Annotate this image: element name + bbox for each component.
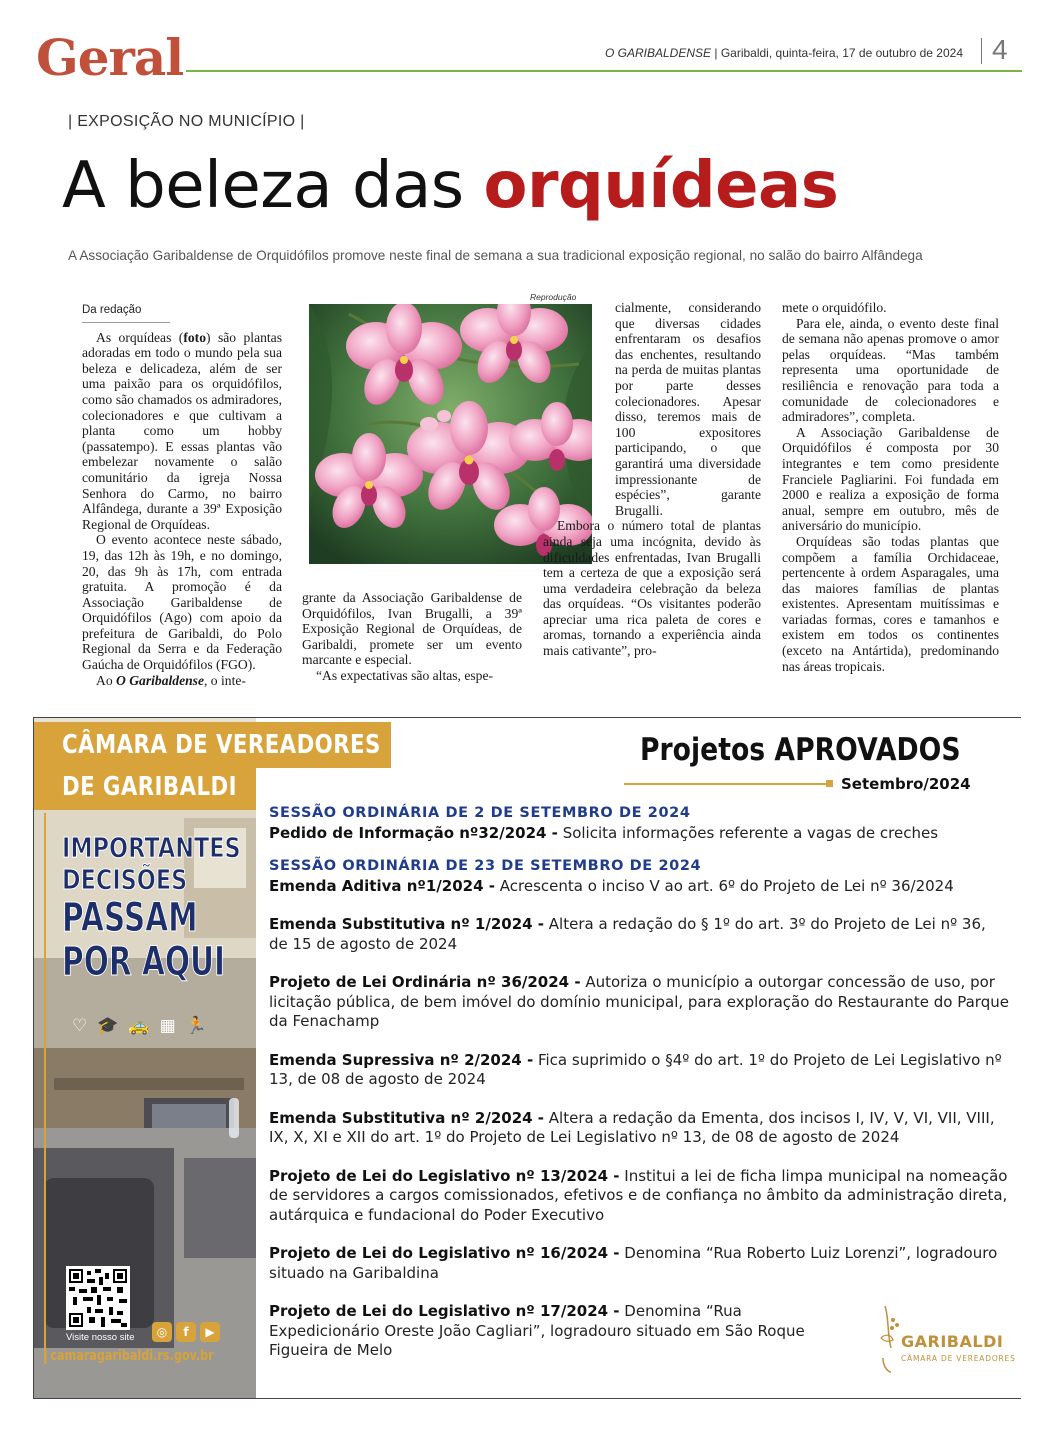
article-column-4 <box>782 300 999 674</box>
page-number: 4 <box>992 34 1008 65</box>
paragraph: mete o orquidófilo. <box>782 300 887 315</box>
newspaper-name: O GARIBALDENSE <box>604 46 712 60</box>
list-item: Emenda Aditiva nº1/2024 - Acrescenta o inciso V ao art. 6º do Projeto de Lei nº 36/2024 <box>269 876 954 895</box>
running-person-icon: 🏃 <box>185 1016 207 1036</box>
paragraph: A Associação Garibaldense de Orquidófilos é composta por 30 integrantes e tem como presidente Franciele Pagliarini. Foi fundada em 2000 e realiza a exposição de forma anual, sempre em outubro, mês de aniversário do município. <box>782 424 999 534</box>
building-icon: ▦ <box>159 1016 176 1036</box>
slogan-line: POR AQUI <box>62 939 226 985</box>
article-column-1 <box>82 303 282 688</box>
social-icons <box>152 1322 220 1342</box>
paragraph: O evento acontece neste sábado, 19, das 12h às 19h, e no domingo, 20, das 9h às 17h, com entrada gratuita. A promoção é da Associação Garibaldense de Orquidófilos (Ago) com apoio da prefeitura de Garibaldi, do Polo Regional da Serra e da Federação Gaúcha de Orquidófilos (FGO). <box>82 532 282 673</box>
council-logo <box>877 1298 1016 1378</box>
session-heading: SESSÃO ORDINÁRIA DE 23 DE SETEMBRO DE 2024 <box>269 858 702 874</box>
banner-line-1: CÂMARA DE VEREADORES <box>62 730 381 760</box>
paragraph: Ao O Garibaldense, o inte- <box>96 672 246 688</box>
list-item: Emenda Substitutiva nº 2/2024 - Altera a redação da Ementa, dos incisos I, IV, V, VI, VII, VIII, IX, X, XI e XII do art. 1º do Projeto de Lei Legislativo nº 13, de 08 de agosto de 2024 <box>269 1108 995 1146</box>
list-item: Pedido de Informação nº32/2024 - Solicita informações referente a vagas de creches <box>269 823 939 842</box>
headline-emphasis: orquídeas <box>483 149 839 223</box>
slogan-line: IMPORTANTES <box>62 831 241 864</box>
council-advertisement <box>33 717 1021 1399</box>
article-kicker: | EXPOSIÇÃO NO MUNICÍPIO | <box>68 113 305 130</box>
page-number-divider <box>981 38 982 64</box>
slogan-line: PASSAM <box>62 895 198 941</box>
qr-label: Visite nosso site <box>66 1332 135 1343</box>
instagram-icon[interactable]: ◎ <box>152 1322 172 1342</box>
slogan-line: DECISÕES <box>62 863 188 896</box>
list-item: Projeto de Lei do Legislativo nº 13/2024 - Institui a lei de ficha limpa municipal na nomeação de servidores a cargos comissionados, efetivos e de confiança no âmbito da administração direta, autárquica e fundacional do Poder Executivo <box>269 1166 1008 1224</box>
article-column-3 <box>543 300 761 659</box>
article-headline <box>62 146 838 226</box>
header-dateline <box>605 46 963 60</box>
headline-regular: A beleza das <box>62 149 484 223</box>
paragraph: cialmente, considerando que diversas cidades enfrentaram os desafios das enchentes, resultando na perda de muitas plantas por parte desses colecionadores. Apesar disso, teremos mais de 100 expositores participando, o que garantirá uma diversidade impressionante de espécies”, garante Brugalli. <box>615 300 761 518</box>
newspaper-mention: O Garibaldense <box>116 672 204 688</box>
website-link[interactable]: camaragaribaldi.rs.gov.br <box>44 1348 214 1364</box>
approved-projects-list <box>269 804 1009 1380</box>
taxi-icon: 🚕 <box>128 1016 150 1036</box>
list-item: Emenda Substitutiva nº 1/2024 - Altera a redação do § 1º do art. 3º do Projeto de Lei nº 36, de 15 de agosto de 2024 <box>269 915 986 953</box>
youtube-icon[interactable]: ▶ <box>200 1322 220 1342</box>
list-item: Emenda Supressiva nº 2/2024 - Fica suprimido o §4º do art. 1º do Projeto de Lei Legislativo nº 13, de 08 de agosto de 2024 <box>269 1050 1002 1088</box>
title-rule <box>624 783 826 785</box>
article-subhead: A Associação Garibaldense de Orquidófilos promove neste final de semana a sua tradicional exposição regional, no salão do bairro Alfândega <box>68 248 923 263</box>
header-separator: | <box>714 46 718 60</box>
list-item: Projeto de Lei do Legislativo nº 17/2024 - Denomina “Rua Expedicionário Oreste João Cagliari”, logradouro situado em São Roque Figueira de Melo <box>269 1302 805 1359</box>
header-rule <box>186 70 1022 72</box>
paragraph: grante da Associação Garibaldense de Orquidófilos, Ivan Brugalli, a 39ª Exposição Regional de Orquídeas, de Garibaldi, promete ser um evento marcante e especial. <box>302 590 522 668</box>
banner-line-2: DE GARIBALDI <box>62 772 237 802</box>
paragraph: Para ele, ainda, o evento deste final de semana não apenas promove o amor pelas orquídeas. “Mas também representa uma oportunidade de resiliência e renovação para toda a comunidade de colecionadores e admiradores”, completa. <box>782 315 999 425</box>
issue-date: Garibaldi, quinta-feira, 17 de outubro de 2024 <box>720 46 963 60</box>
council-name-banner <box>34 722 391 810</box>
theme-icons <box>72 1016 207 1036</box>
article-column-2 <box>302 590 522 684</box>
paragraph: As orquídeas (foto) são plantas adoradas em todo o mundo pela sua beleza e delicadeza, além de ser uma paixão para os orquidófilos, como são chamados os admiradores, colecionadores e que cultivam a planta como um hobby (passatempo). E essas plantas vão embelezar novamente o salão comunitário da igreja Nossa Senhora do Carmo, no bairro Alfândega, durante a 39ª Exposição Regional de Orquídeas. <box>82 329 283 532</box>
paragraph: Embora o número total de plantas ainda seja uma incógnita, devido às dificuldades enfrentadas, Ivan Brugalli tem a certeza de que a exposição será uma verdadeira celebração da beleza das orquídeas. “Os visitantes poderão apreciar uma rica paleta de cores e aromas, tornando a experiência ainda mais cativante”, pro- <box>543 518 761 659</box>
bold-word: foto <box>183 329 206 345</box>
ad-title: Projetos APROVADOS <box>640 732 961 768</box>
qr-code[interactable] <box>66 1266 130 1330</box>
logo-name: GARIBALDI <box>901 1332 1004 1351</box>
graduation-cap-icon: 🎓 <box>97 1016 119 1036</box>
photo-credit: Reprodução <box>530 292 577 302</box>
list-item: Projeto de Lei do Legislativo nº 16/2024 - Denomina “Rua Roberto Luiz Lorenzi”, logradouro situado na Garibaldina <box>269 1244 998 1282</box>
paragraph: Orquídeas são todas plantas que compõem a família Orchidaceae, pertencente à ordem Asparagales, uma das maiores famílias de plantas existentes. Apresentam muitíssimas e variadas formas, cores e tamanhos e existem em todos os continentes (exceto na Antártida), predominando nas áreas tropicais. <box>782 533 999 674</box>
session-heading: SESSÃO ORDINÁRIA DE 2 DE SETEMBRO DE 2024 <box>269 805 691 821</box>
list-item: Projeto de Lei Ordinária nº 36/2024 - Autoriza o município a outorgar concessão de uso, por licitação pública, de bem imóvel do domínio municipal, para exploração do Restaurante do Parque da Fenachamp <box>269 973 1009 1030</box>
byline: Da redação <box>82 303 170 323</box>
heart-pulse-icon: ♡ <box>72 1016 88 1036</box>
facebook-icon[interactable]: f <box>176 1322 196 1342</box>
logo-subtitle: CÂMARA DE VEREADORES <box>901 1354 1016 1363</box>
ad-subtitle: Setembro/2024 <box>841 775 971 793</box>
ad-slogan <box>62 832 242 984</box>
paragraph: “As expectativas são altas, espe- <box>316 667 494 683</box>
section-title: Geral <box>36 28 184 87</box>
gold-accent-line <box>44 813 46 1361</box>
title-rule-marker <box>826 780 833 787</box>
